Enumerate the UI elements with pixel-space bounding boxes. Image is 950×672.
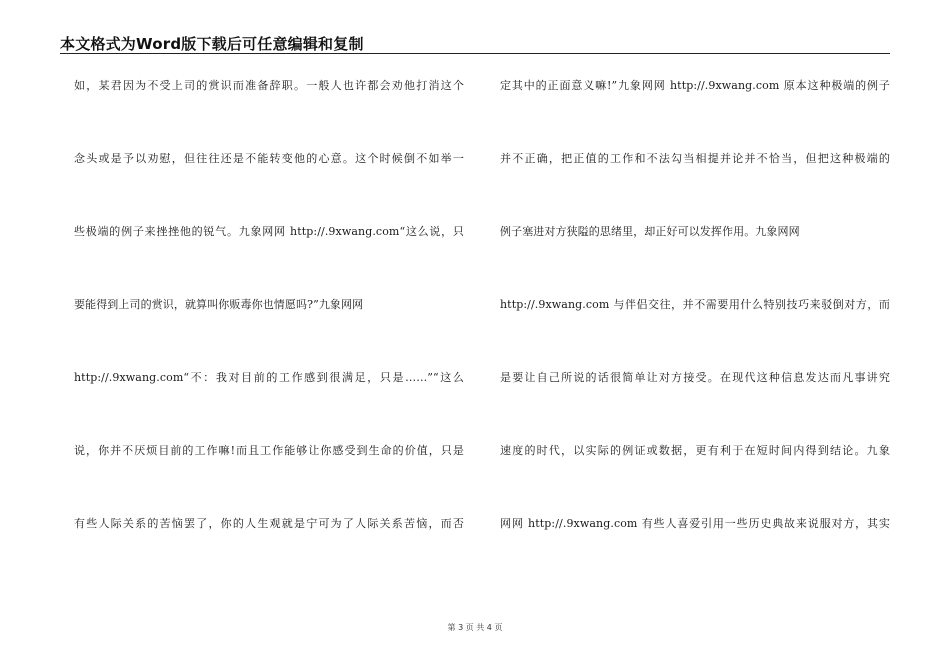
text-line: 例子塞进对方狭隘的思绪里，却正好可以发挥作用。九象网网 xyxy=(500,225,800,238)
header-divider xyxy=(60,53,890,54)
text-line: 有些人际关系的苦恼罢了，你的人生观就是宁可为了人际关系苦恼，而否 xyxy=(74,517,464,530)
text-line: 如，某君因为不受上司的赏识而准备辞职。一般人也许都会劝他打消这个 xyxy=(74,79,464,92)
text-line: 是要让自己所说的话很简单让对方接受。在现代这种信息发达而凡事讲究 xyxy=(500,371,890,384)
text-line: 定其中的正面意义嘛!”九象网网 http://.9xwang.com 原本这种极端的例子 xyxy=(500,79,890,92)
document-header-title: 本文格式为Word版下载后可任意编辑和复制 xyxy=(60,35,364,53)
page-number-footer: 第 3 页 共 4 页 xyxy=(447,623,503,632)
text-line: 要能得到上司的赏识，就算叫你贩毒你也情愿吗?”九象网网 xyxy=(74,298,364,311)
text-line: 念头或是予以劝慰，但往往还是不能转变他的心意。这个时候倒不如举一 xyxy=(74,152,464,165)
text-line: 说，你并不厌烦目前的工作嘛!而且工作能够让你感受到生命的价值，只是 xyxy=(74,444,464,457)
text-line: 速度的时代，以实际的例证或数据，更有利于在短时间内得到结论。九象 xyxy=(500,444,890,457)
text-line: http://.9xwang.com“不：我对目前的工作感到很满足，只是……”“这么 xyxy=(74,371,464,384)
text-line: 并不正确，把正值的工作和不法勾当相提并论并不恰当，但把这种极端的 xyxy=(500,152,890,165)
text-line: 些极端的例子来挫挫他的锐气。九象网网 http://.9xwang.com“这么说，只 xyxy=(74,225,464,238)
text-line: http://.9xwang.com 与伴侣交往，并不需要用什么特别技巧来驳倒对方，而 xyxy=(500,298,890,311)
text-line: 网网 http://.9xwang.com 有些人喜爱引用一些历史典故来说服对方，其实 xyxy=(500,517,890,530)
